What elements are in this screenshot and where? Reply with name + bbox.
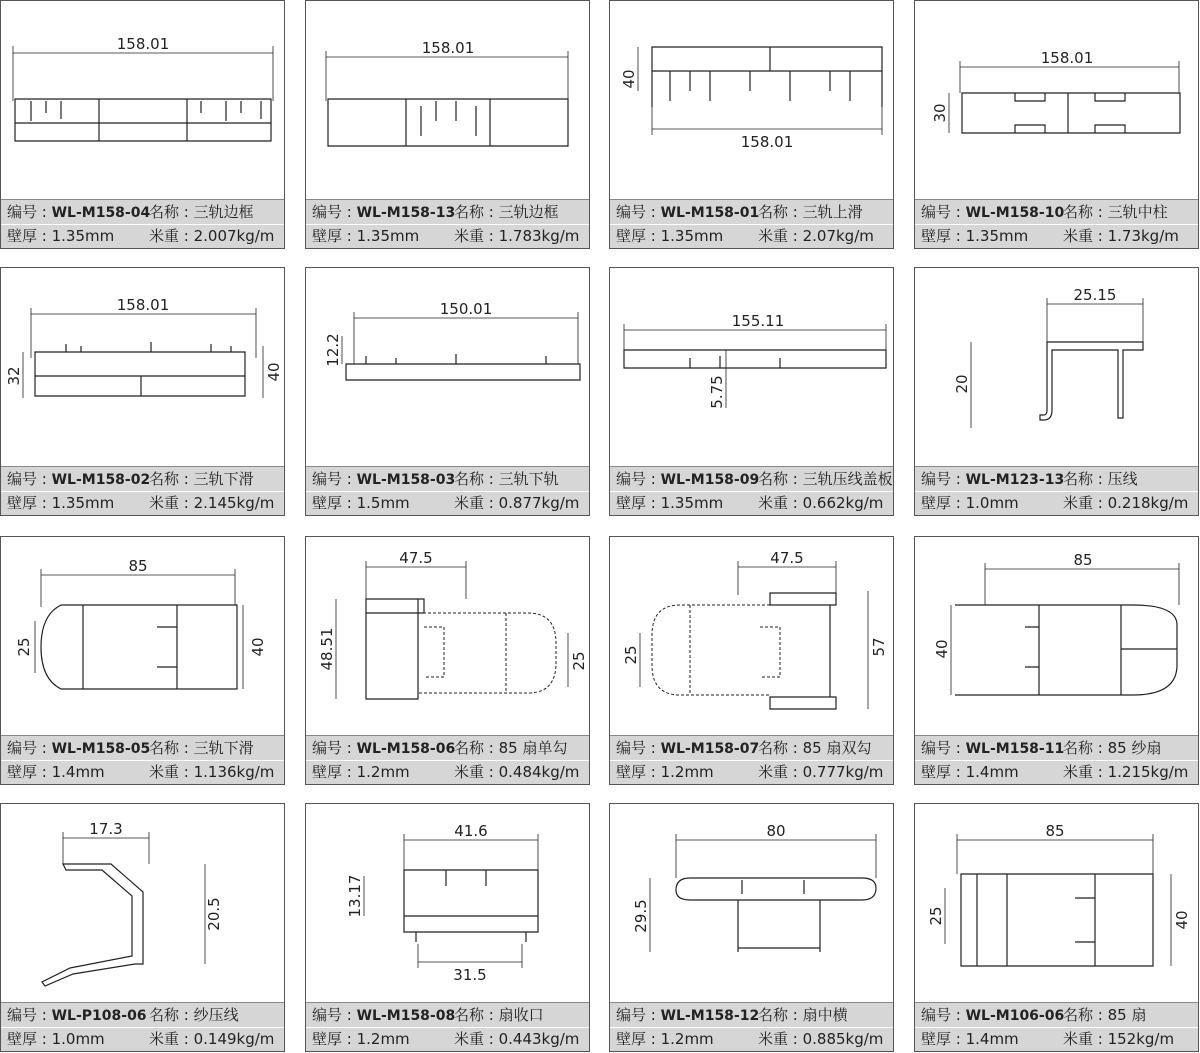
dimension-label: 29.5 [632,899,650,933]
wall-thickness: 1.2mm [356,1030,410,1048]
profile-code: WL-M158-08 [356,1008,456,1024]
wall-thickness: 1.4mm [51,763,105,781]
profile-info: 编号 : WL-M158-12 名称 : 扇中横 壁厚 : 1.2mm 米重 : 0.885kg/m [610,1002,893,1051]
profile-drawing [915,268,1198,467]
dimension-label: 158.01 [116,35,170,53]
wall-thickness: 1.35mm [965,227,1029,245]
profile-info: 编号 : WL-M158-09 名称 : 三轨压线盖板 壁厚 : 1.35mm 米重 : 0.662kg/m [610,466,893,515]
dimension-label: 32 [5,366,23,386]
dimension-label: 12.2 [324,333,342,367]
dimension-label: 47.5 [770,549,804,567]
profile-card [609,803,894,1052]
profile-info: 编号 : WL-M158-11 名称 : 85 纱扇 壁厚 : 1.4mm 米重 : 1.215kg/m [915,735,1198,784]
meter-weight: 1.783kg/m [498,227,580,245]
profile-card [305,803,590,1052]
dimension-label: 85 [1045,822,1065,840]
dimension-label: 30 [931,103,949,123]
profile-info: 编号 : WL-M158-02 名称 : 三轨下滑 壁厚 : 1.35mm 米重 : 2.145kg/m [1,466,284,515]
wall-thickness: 1.5mm [356,494,410,512]
profile-name: 纱压线 [193,1006,239,1024]
dimension-label: 150.01 [439,300,493,318]
profile-name: 85 扇单勾 [498,739,568,757]
meter-weight: 0.885kg/m [802,1030,884,1048]
dimension-label: 20 [953,374,971,394]
profile-code: WL-M158-02 [51,472,151,488]
profile-drawing [610,537,893,736]
dimension-label: 158.01 [740,133,794,151]
profile-card [305,267,590,516]
profile-info: 编号 : WL-M158-13 名称 : 三轨边框 壁厚 : 1.35mm 米重 : 1.783kg/m [306,199,589,248]
profile-drawing [610,268,893,467]
profile-card [914,0,1199,249]
profile-drawing [915,1,1198,200]
wall-thickness: 1.0mm [965,494,1019,512]
dimension-label: 25 [15,637,33,657]
profile-name: 三轨边框 [498,203,559,221]
meter-weight: 2.007kg/m [193,227,275,245]
profile-code: WL-M158-12 [660,1008,760,1024]
dimension-label: 25.15 [1073,286,1117,304]
meter-weight: 0.484kg/m [498,763,580,781]
profile-code: WL-M158-04 [51,205,151,221]
profile-drawing [1,537,284,736]
profile-name: 三轨上滑 [802,203,863,221]
profile-info: 编号 : WL-M158-01 名称 : 三轨上滑 壁厚 : 1.35mm 米重 : 2.07kg/m [610,199,893,248]
wall-thickness: 1.35mm [660,227,724,245]
profile-code: WL-M123-13 [965,472,1065,488]
dimension-label: 40 [933,639,951,659]
profile-info: 编号 : WL-M158-03 名称 : 三轨下轨 壁厚 : 1.5mm 米重 : 0.877kg/m [306,466,589,515]
profile-drawing [1,1,284,200]
profile-name: 三轨下滑 [193,739,254,757]
profile-drawing [306,537,589,736]
wall-thickness: 1.4mm [965,763,1019,781]
profile-name: 三轨下轨 [498,470,559,488]
dimension-label: 155.11 [731,312,785,330]
profile-drawing [915,804,1198,1003]
dimension-label: 25 [927,906,945,926]
profile-card [0,0,285,249]
profile-name: 85 扇双勾 [802,739,872,757]
profile-drawing [610,1,893,200]
profile-info: 编号 : WL-M106-06 名称 : 85 扇 壁厚 : 1.4mm 米重 : 152kg/m [915,1002,1198,1051]
dimension-label: 80 [766,822,786,840]
profile-drawing [610,804,893,1003]
profile-drawing [306,268,589,467]
profile-info: 编号 : WL-M123-13 名称 : 压线 壁厚 : 1.0mm 米重 : 0.218kg/m [915,466,1198,515]
dimension-label: 31.5 [453,966,487,984]
wall-thickness: 1.35mm [356,227,420,245]
meter-weight: 0.662kg/m [802,494,884,512]
dimension-label: 48.51 [318,627,336,671]
meter-weight: 0.443kg/m [498,1030,580,1048]
meter-weight: 0.149kg/m [193,1030,275,1048]
profile-card [0,536,285,785]
profile-code: WL-M158-03 [356,472,456,488]
profile-card [305,0,590,249]
dimension-label: 85 [1073,551,1093,569]
profile-info: 编号 : WL-M158-08 名称 : 扇收口 壁厚 : 1.2mm 米重 : 0.443kg/m [306,1002,589,1051]
profile-card [609,0,894,249]
profile-drawing [1,804,284,1003]
dimension-label: 158.01 [1040,49,1094,67]
wall-thickness: 1.4mm [965,1030,1019,1048]
meter-weight: 0.777kg/m [802,763,884,781]
meter-weight: 0.218kg/m [1107,494,1189,512]
dimension-label: 20.5 [205,897,223,931]
dimension-label: 40 [1173,910,1191,930]
profile-code: WL-M158-09 [660,472,760,488]
profile-name: 85 纱扇 [1107,739,1162,757]
profile-info: 编号 : WL-M158-05 名称 : 三轨下滑 壁厚 : 1.4mm 米重 : 1.136kg/m [1,735,284,784]
profile-code: WL-M158-01 [660,205,760,221]
wall-thickness: 1.2mm [660,763,714,781]
profile-drawing [1,268,284,467]
profile-card [305,536,590,785]
profile-code: WL-M106-06 [965,1008,1065,1024]
meter-weight: 152kg/m [1107,1030,1175,1048]
profile-card [0,267,285,516]
wall-thickness: 1.2mm [660,1030,714,1048]
wall-thickness: 1.35mm [51,227,115,245]
dimension-label: 40 [249,637,267,657]
dimension-label: 41.6 [454,822,488,840]
dimension-label: 5.75 [708,375,726,409]
profile-card [0,803,285,1052]
profile-info: 编号 : WL-M158-06 名称 : 85 扇单勾 壁厚 : 1.2mm 米重 : 0.484kg/m [306,735,589,784]
profile-drawing [306,1,589,200]
profile-name: 三轨边框 [193,203,254,221]
dimension-label: 158.01 [116,296,170,314]
profile-info: 编号 : WL-P108-06 名称 : 纱压线 壁厚 : 1.0mm 米重 : 0.149kg/m [1,1002,284,1051]
profile-name: 压线 [1107,470,1138,488]
profile-code: WL-M158-07 [660,741,760,757]
profile-card [914,536,1199,785]
meter-weight: 1.73kg/m [1107,227,1179,245]
profile-code: WL-P108-06 [51,1008,147,1024]
profile-code: WL-M158-13 [356,205,456,221]
profile-drawing [915,537,1198,736]
profile-name: 三轨中柱 [1107,203,1168,221]
profile-info: 编号 : WL-M158-10 名称 : 三轨中柱 壁厚 : 1.35mm 米重 : 1.73kg/m [915,199,1198,248]
dimension-label: 25 [622,645,640,665]
profile-name: 三轨压线盖板 [802,470,893,488]
profile-info: 编号 : WL-M158-07 名称 : 85 扇双勾 壁厚 : 1.2mm 米重 : 0.777kg/m [610,735,893,784]
dimension-label: 57 [870,637,888,657]
wall-thickness: 1.2mm [356,763,410,781]
profile-name: 85 扇 [1107,1006,1147,1024]
meter-weight: 0.877kg/m [498,494,580,512]
wall-thickness: 1.0mm [51,1030,105,1048]
meter-weight: 1.136kg/m [193,763,275,781]
profile-info: 编号 : WL-M158-04 名称 : 三轨边框 壁厚 : 1.35mm 米重 : 2.007kg/m [1,199,284,248]
meter-weight: 2.07kg/m [802,227,874,245]
profile-card [914,803,1199,1052]
dimension-label: 40 [265,362,283,382]
dimension-label: 40 [620,69,638,89]
profile-code: WL-M158-10 [965,205,1065,221]
dimension-label: 17.3 [89,820,123,838]
meter-weight: 1.215kg/m [1107,763,1189,781]
dimension-label: 13.17 [346,874,364,918]
profile-card [609,267,894,516]
profile-drawing [306,804,589,1003]
wall-thickness: 1.35mm [660,494,724,512]
profile-card [914,267,1199,516]
profile-card [609,536,894,785]
profile-code: WL-M158-11 [965,741,1065,757]
dimension-label: 85 [128,557,148,575]
dimension-label: 158.01 [421,39,475,57]
profile-code: WL-M158-06 [356,741,456,757]
profile-code: WL-M158-05 [51,741,151,757]
wall-thickness: 1.35mm [51,494,115,512]
profile-name: 扇收口 [498,1006,544,1024]
profile-name: 扇中横 [802,1006,848,1024]
dimension-label: 47.5 [399,549,433,567]
meter-weight: 2.145kg/m [193,494,275,512]
profile-name: 三轨下滑 [193,470,254,488]
dimension-label: 25 [570,651,588,671]
